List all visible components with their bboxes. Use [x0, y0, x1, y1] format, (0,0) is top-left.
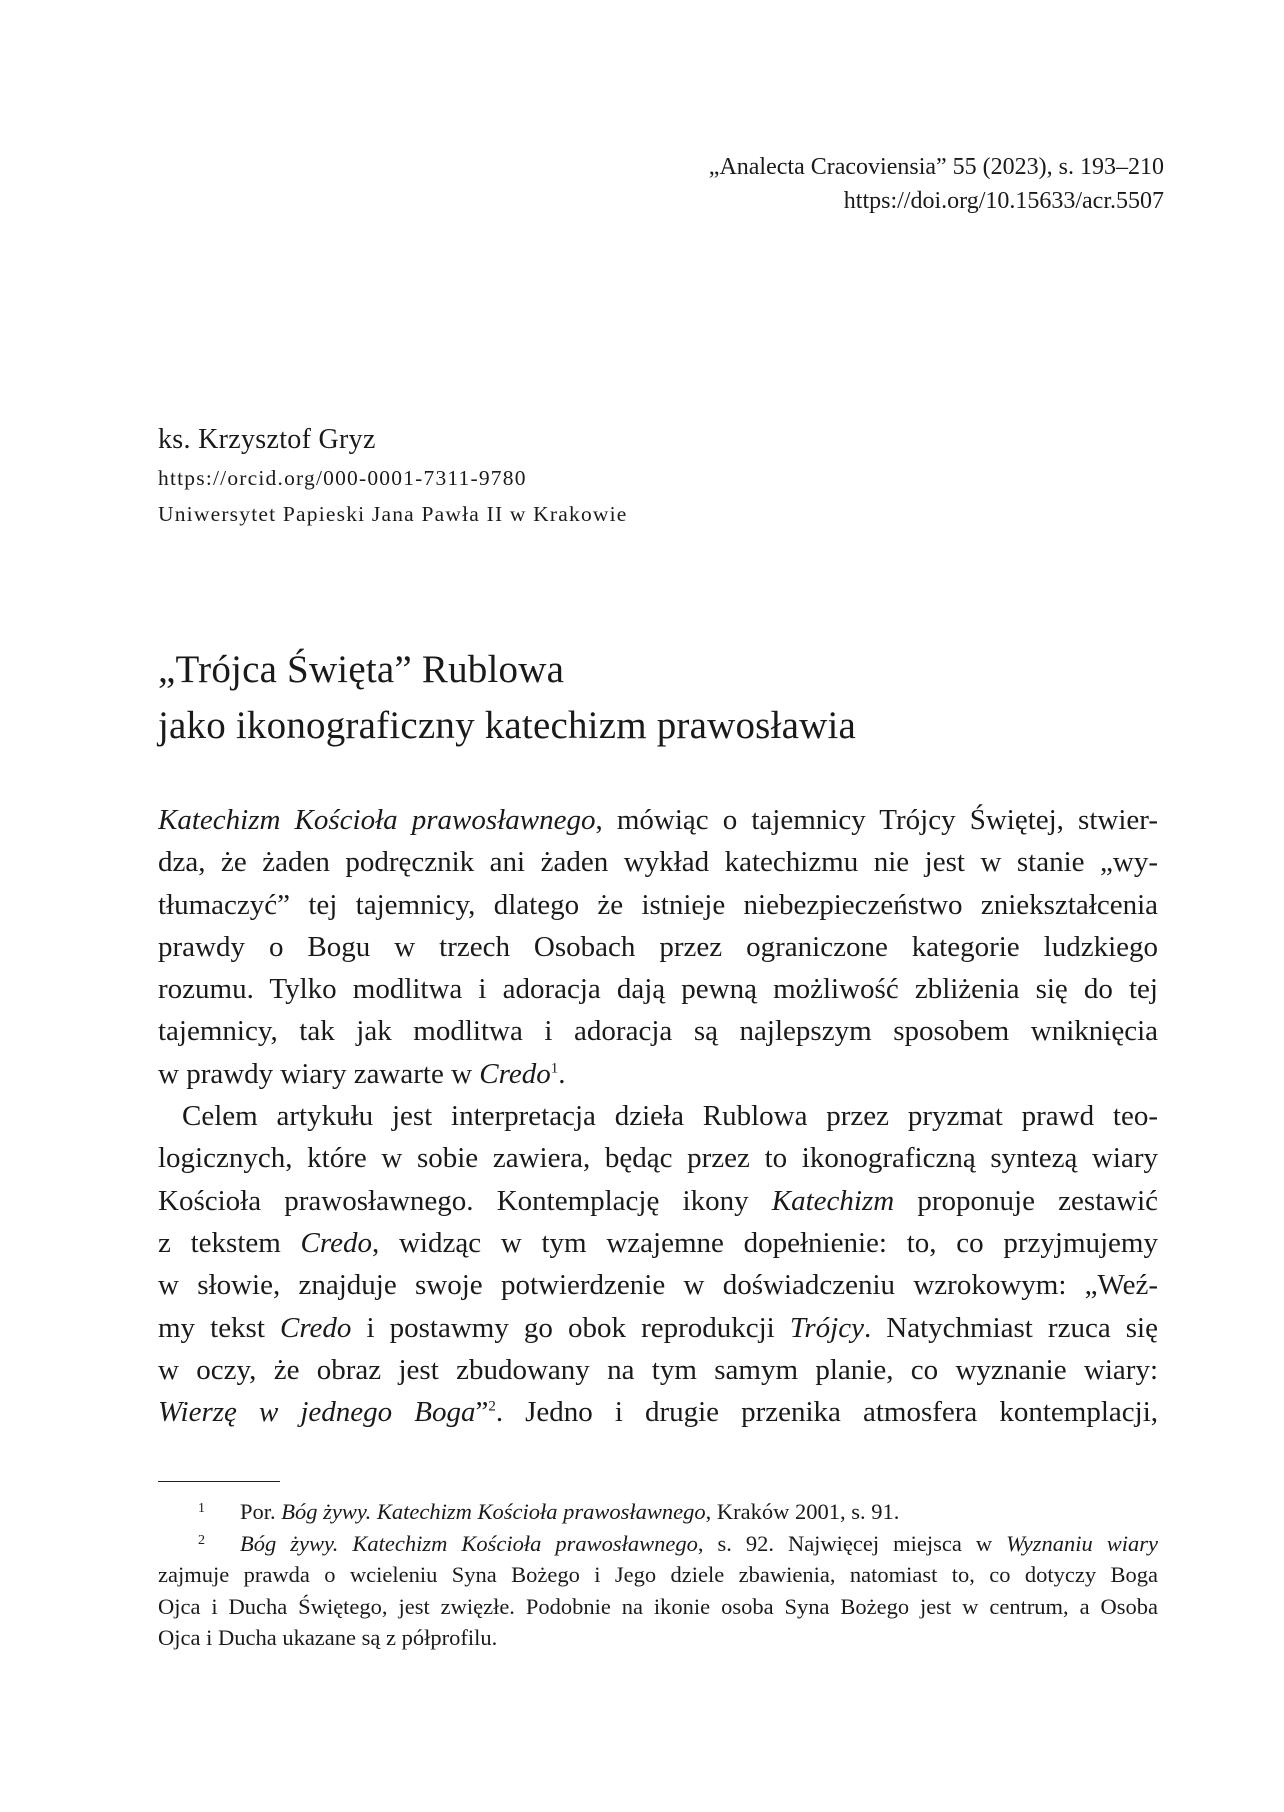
footnote-number: 2	[198, 1532, 205, 1548]
footnote-separator	[158, 1481, 280, 1482]
body-line: my tekst Credo i postawmy go obok reprodukcji Trójcy. Natychmiast rzuca się	[158, 1311, 1158, 1344]
body-line: w oczy, że obraz jest zbudowany na tym samym planie, co wyznanie wiary:	[158, 1353, 1158, 1386]
author-affiliation: Uniwersytet Papieski Jana Pawła II w Krakowie	[158, 502, 628, 526]
body-line: Wierzę w jednego Boga”$^2$. Jedno i drugie przenika atmosfera kontemplacji,	[158, 1396, 1158, 1429]
journal-header	[709, 150, 1164, 218]
footnote-ref-2[interactable]: 2	[488, 1398, 496, 1415]
journal-citation: „Analecta Cracoviensia” 55 (2023), s. 193–210	[708, 154, 1164, 180]
title-line-1: „Trójca Święta” Rublowa	[158, 648, 565, 691]
article-body	[158, 799, 1158, 1433]
body-line: Celem artykułu jest interpretacja dzieła Rublowa przez pryzmat prawd teo-	[182, 1100, 1158, 1133]
footnote-2: 2 Bóg żywy. Katechizm Kościoła prawosławnego, s. 92. Najwięcej miejsca w Wyznaniu wiary	[158, 1528, 1158, 1560]
footnote-line: Ojca i Ducha Świętego, jest zwięzłe. Podobnie na ikonie osoba Syna Bożego jest w centrum, a Osoba	[158, 1593, 1158, 1619]
italic-title: Katechizm Kościoła prawosławnego	[158, 804, 596, 836]
title-line-2: jako ikonograficzny katechizm prawosławia	[158, 704, 857, 747]
body-line: tłumaczyć” tej tajemnicy, dlatego że istnieje niebezpieczeństwo zniekształcenia	[158, 888, 1158, 921]
body-line: w prawdy wiary zawarte w Credo$^1$.	[158, 1057, 566, 1090]
footnote-ref-1[interactable]: 1	[550, 1060, 559, 1077]
body-line: prawdy o Bogu w trzech Osobach przez ograniczone kategorie ludzkiego	[158, 930, 1158, 963]
author-orcid[interactable]: https://orcid.org/000-0001-7311-9780	[158, 466, 527, 490]
footnote-line: Ojca i Ducha ukazane są z półprofilu.	[158, 1625, 498, 1650]
body-line: rozumu. Tylko modlitwa i adoracja dają pewną możliwość zbliżenia się do tej	[158, 973, 1158, 1006]
body-line: w słowie, znajduje swoje potwierdzenie w doświadczeniu wzrokowym: „Weź-	[158, 1269, 1158, 1302]
footnote-1: 1 Por. Bóg żywy. Katechizm Kościoła prawosławnego, Kraków 2001, s. 91.	[158, 1496, 1158, 1528]
footnotes	[158, 1496, 1158, 1654]
footnote-line: zajmuje prawda o wcieleniu Syna Bożego i Jego dziele zbawienia, natomiast to, co dotyczy Boga	[158, 1562, 1158, 1587]
footnote-number: 1	[198, 1501, 205, 1516]
body-line: dza, że żaden podręcznik ani żaden wykład katechizmu nie jest w stanie „wy-	[158, 846, 1158, 879]
body-line: logicznych, które w sobie zawiera, będąc przez to ikonograficzną syntezą wiary	[158, 1142, 1158, 1175]
body-line: Kościoła prawosławnego. Kontemplację ikony Katechizm proponuje zestawić	[158, 1184, 1158, 1217]
doi-link[interactable]: https://doi.org/10.15633/acr.5507	[843, 188, 1164, 214]
body-line: z tekstem Credo, widząc w tym wzajemne dopełnienie: to, co przyjmujemy	[158, 1226, 1158, 1259]
author-block	[158, 420, 628, 532]
author-name: ks. Krzysztof Gryz	[158, 424, 376, 455]
body-line: Katechizm Kościoła prawosławnego, mówiąc o tajemnicy Trójcy Świętej, stwier-	[158, 804, 1158, 836]
body-line: tajemnicy, tak jak modlitwa i adoracja są najlepszym sposobem wniknięcia	[158, 1015, 1158, 1048]
article-title	[158, 642, 856, 754]
